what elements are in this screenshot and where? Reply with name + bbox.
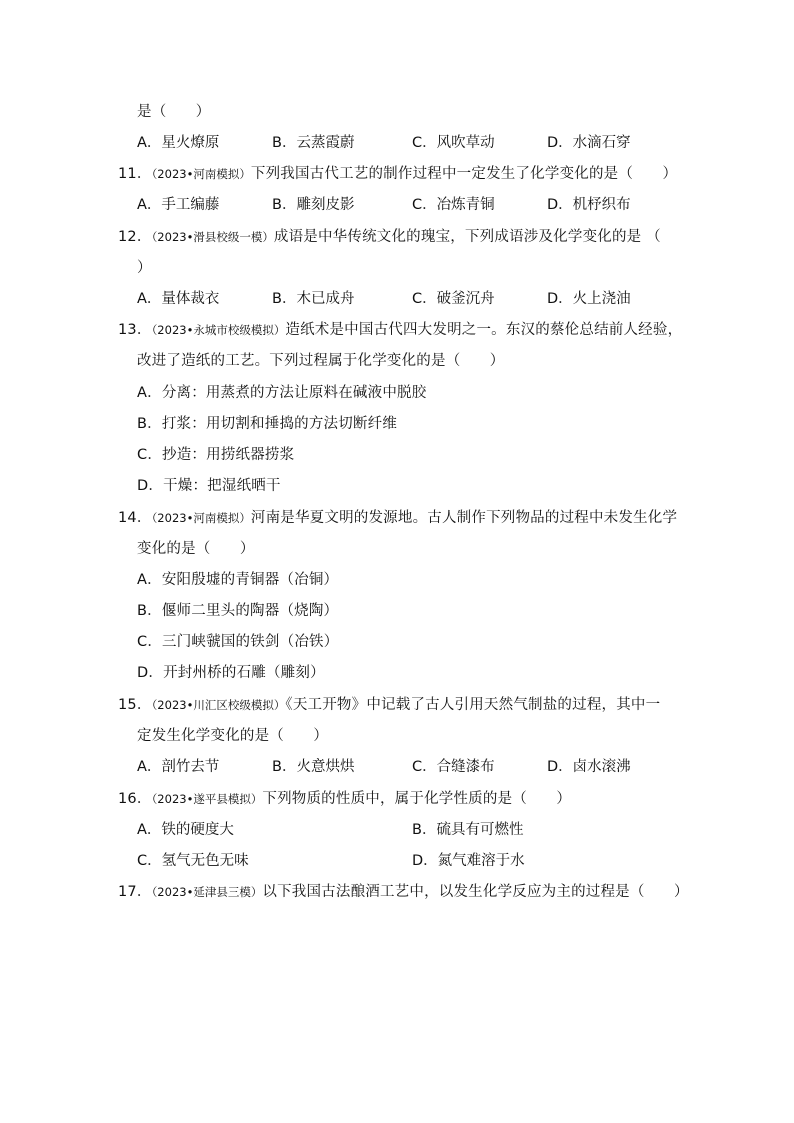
question-number: 12． — [118, 229, 152, 245]
question-10-stem-end — [137, 102, 211, 122]
question-15-stem — [118, 695, 660, 715]
option-a: A．剖竹去节 — [137, 759, 220, 775]
question-number: 15． — [118, 697, 152, 713]
question-12-stem-cont — [137, 258, 152, 278]
question-text: 是（ ） — [137, 104, 211, 120]
question-15-stem-cont — [137, 726, 328, 746]
option-text: D．开封州桥的石雕（雕刻） — [137, 665, 325, 681]
option-b — [137, 601, 338, 621]
option-b: B．火意烘烘 — [272, 759, 355, 775]
option-text: B．偃师二里头的陶器（烧陶） — [137, 603, 339, 619]
option-c: C．氢气无色无味 — [137, 853, 249, 869]
option-d — [137, 663, 325, 683]
option-c — [137, 445, 294, 465]
option-d: D．水滴石穿 — [547, 135, 631, 151]
question-14-stem-cont — [137, 539, 255, 559]
option-c: C．破釜沉舟 — [412, 291, 495, 307]
option-d: D．卤水滚沸 — [547, 759, 631, 775]
option-c: C．合缝漆布 — [412, 759, 495, 775]
question-number: 11． — [118, 166, 152, 182]
option-d: D．火上浇油 — [547, 291, 631, 307]
question-text: 下列物质的性质中，属于化学性质的是（ ） — [262, 791, 572, 807]
question-17-stem — [118, 882, 689, 902]
option-a: A．星火燎原 — [137, 135, 220, 151]
question-text: 《天工开物》中记载了古人引用天然气制盐的过程，其中一 — [285, 697, 661, 713]
question-text: ） — [137, 260, 152, 276]
question-text: 河南是华夏文明的发源地。古人制作下列物品的过程中未发生化学 — [250, 510, 678, 526]
question-text: 定发生化学变化的是（ ） — [137, 728, 329, 744]
question-text: 造纸术是中国古代四大发明之一。东汉的蔡伦总结前人经验， — [285, 322, 683, 338]
question-text: 成语是中华传统文化的瑰宝，下列成语涉及化学变化的是 （ — [273, 229, 661, 245]
option-text: C．抄造：用捞纸器捞浆 — [137, 447, 295, 463]
question-number: 16． — [118, 791, 152, 807]
question-12-stem — [118, 227, 661, 247]
option-c — [137, 632, 338, 652]
question-13-stem-cont — [137, 351, 505, 371]
question-13-stem — [118, 320, 682, 340]
option-b — [137, 414, 397, 434]
option-c: C．风吹草动 — [412, 135, 495, 151]
option-a — [137, 383, 426, 403]
question-number: 14． — [118, 510, 152, 526]
option-b: B．木已成舟 — [272, 291, 355, 307]
option-text: C．三门峡虢国的铁剑（冶铁） — [137, 634, 339, 650]
option-a: A．铁的硬度大 — [137, 822, 234, 838]
option-d: D．机杼织布 — [547, 197, 631, 213]
option-text: B．打浆：用切割和捶捣的方法切断纤维 — [137, 416, 398, 432]
option-c: C．冶炼青铜 — [412, 197, 495, 213]
question-number: 17． — [118, 884, 152, 900]
question-source: （2023•延津县三模） — [151, 885, 263, 899]
option-text: A．安阳殷墟的青铜器（冶铜） — [137, 572, 339, 588]
question-number: 13． — [118, 322, 152, 338]
question-source: （2023•遂平县模拟） — [151, 792, 263, 806]
question-text: 改进了造纸的工艺。下列过程属于化学变化的是（ ） — [137, 353, 505, 369]
question-11-stem — [118, 164, 677, 184]
question-source: （2023•滑县校级一模） — [151, 230, 274, 244]
question-source: （2023•河南模拟） — [151, 167, 251, 181]
option-text: A．分离：用蒸煮的方法让原料在碱液中脱胶 — [137, 385, 427, 401]
option-a: A．量体裁衣 — [137, 291, 220, 307]
option-b: B．云蒸霞蔚 — [272, 135, 355, 151]
option-d: D．氮气难溶于水 — [412, 853, 525, 869]
question-source: （2023•河南模拟） — [151, 511, 251, 525]
question-16-stem — [118, 789, 571, 809]
option-d — [137, 476, 281, 496]
question-14-stem — [118, 508, 677, 528]
question-text: 下列我国古代工艺的制作过程中一定发生了化学变化的是（ ） — [250, 166, 678, 182]
option-a — [137, 570, 338, 590]
question-text: 变化的是（ ） — [137, 541, 255, 557]
question-source: （2023•永城市校级模拟） — [151, 323, 286, 337]
option-text: D．干燥：把湿纸晒干 — [137, 478, 281, 494]
option-b: B．硫具有可燃性 — [412, 822, 524, 838]
option-b: B．雕刻皮影 — [272, 197, 355, 213]
option-a: A．手工编藤 — [137, 197, 220, 213]
question-text: 以下我国古法酿酒工艺中，以发生化学反应为主的过程是（ ） — [262, 884, 689, 900]
question-source: （2023•川汇区校级模拟） — [151, 698, 286, 712]
